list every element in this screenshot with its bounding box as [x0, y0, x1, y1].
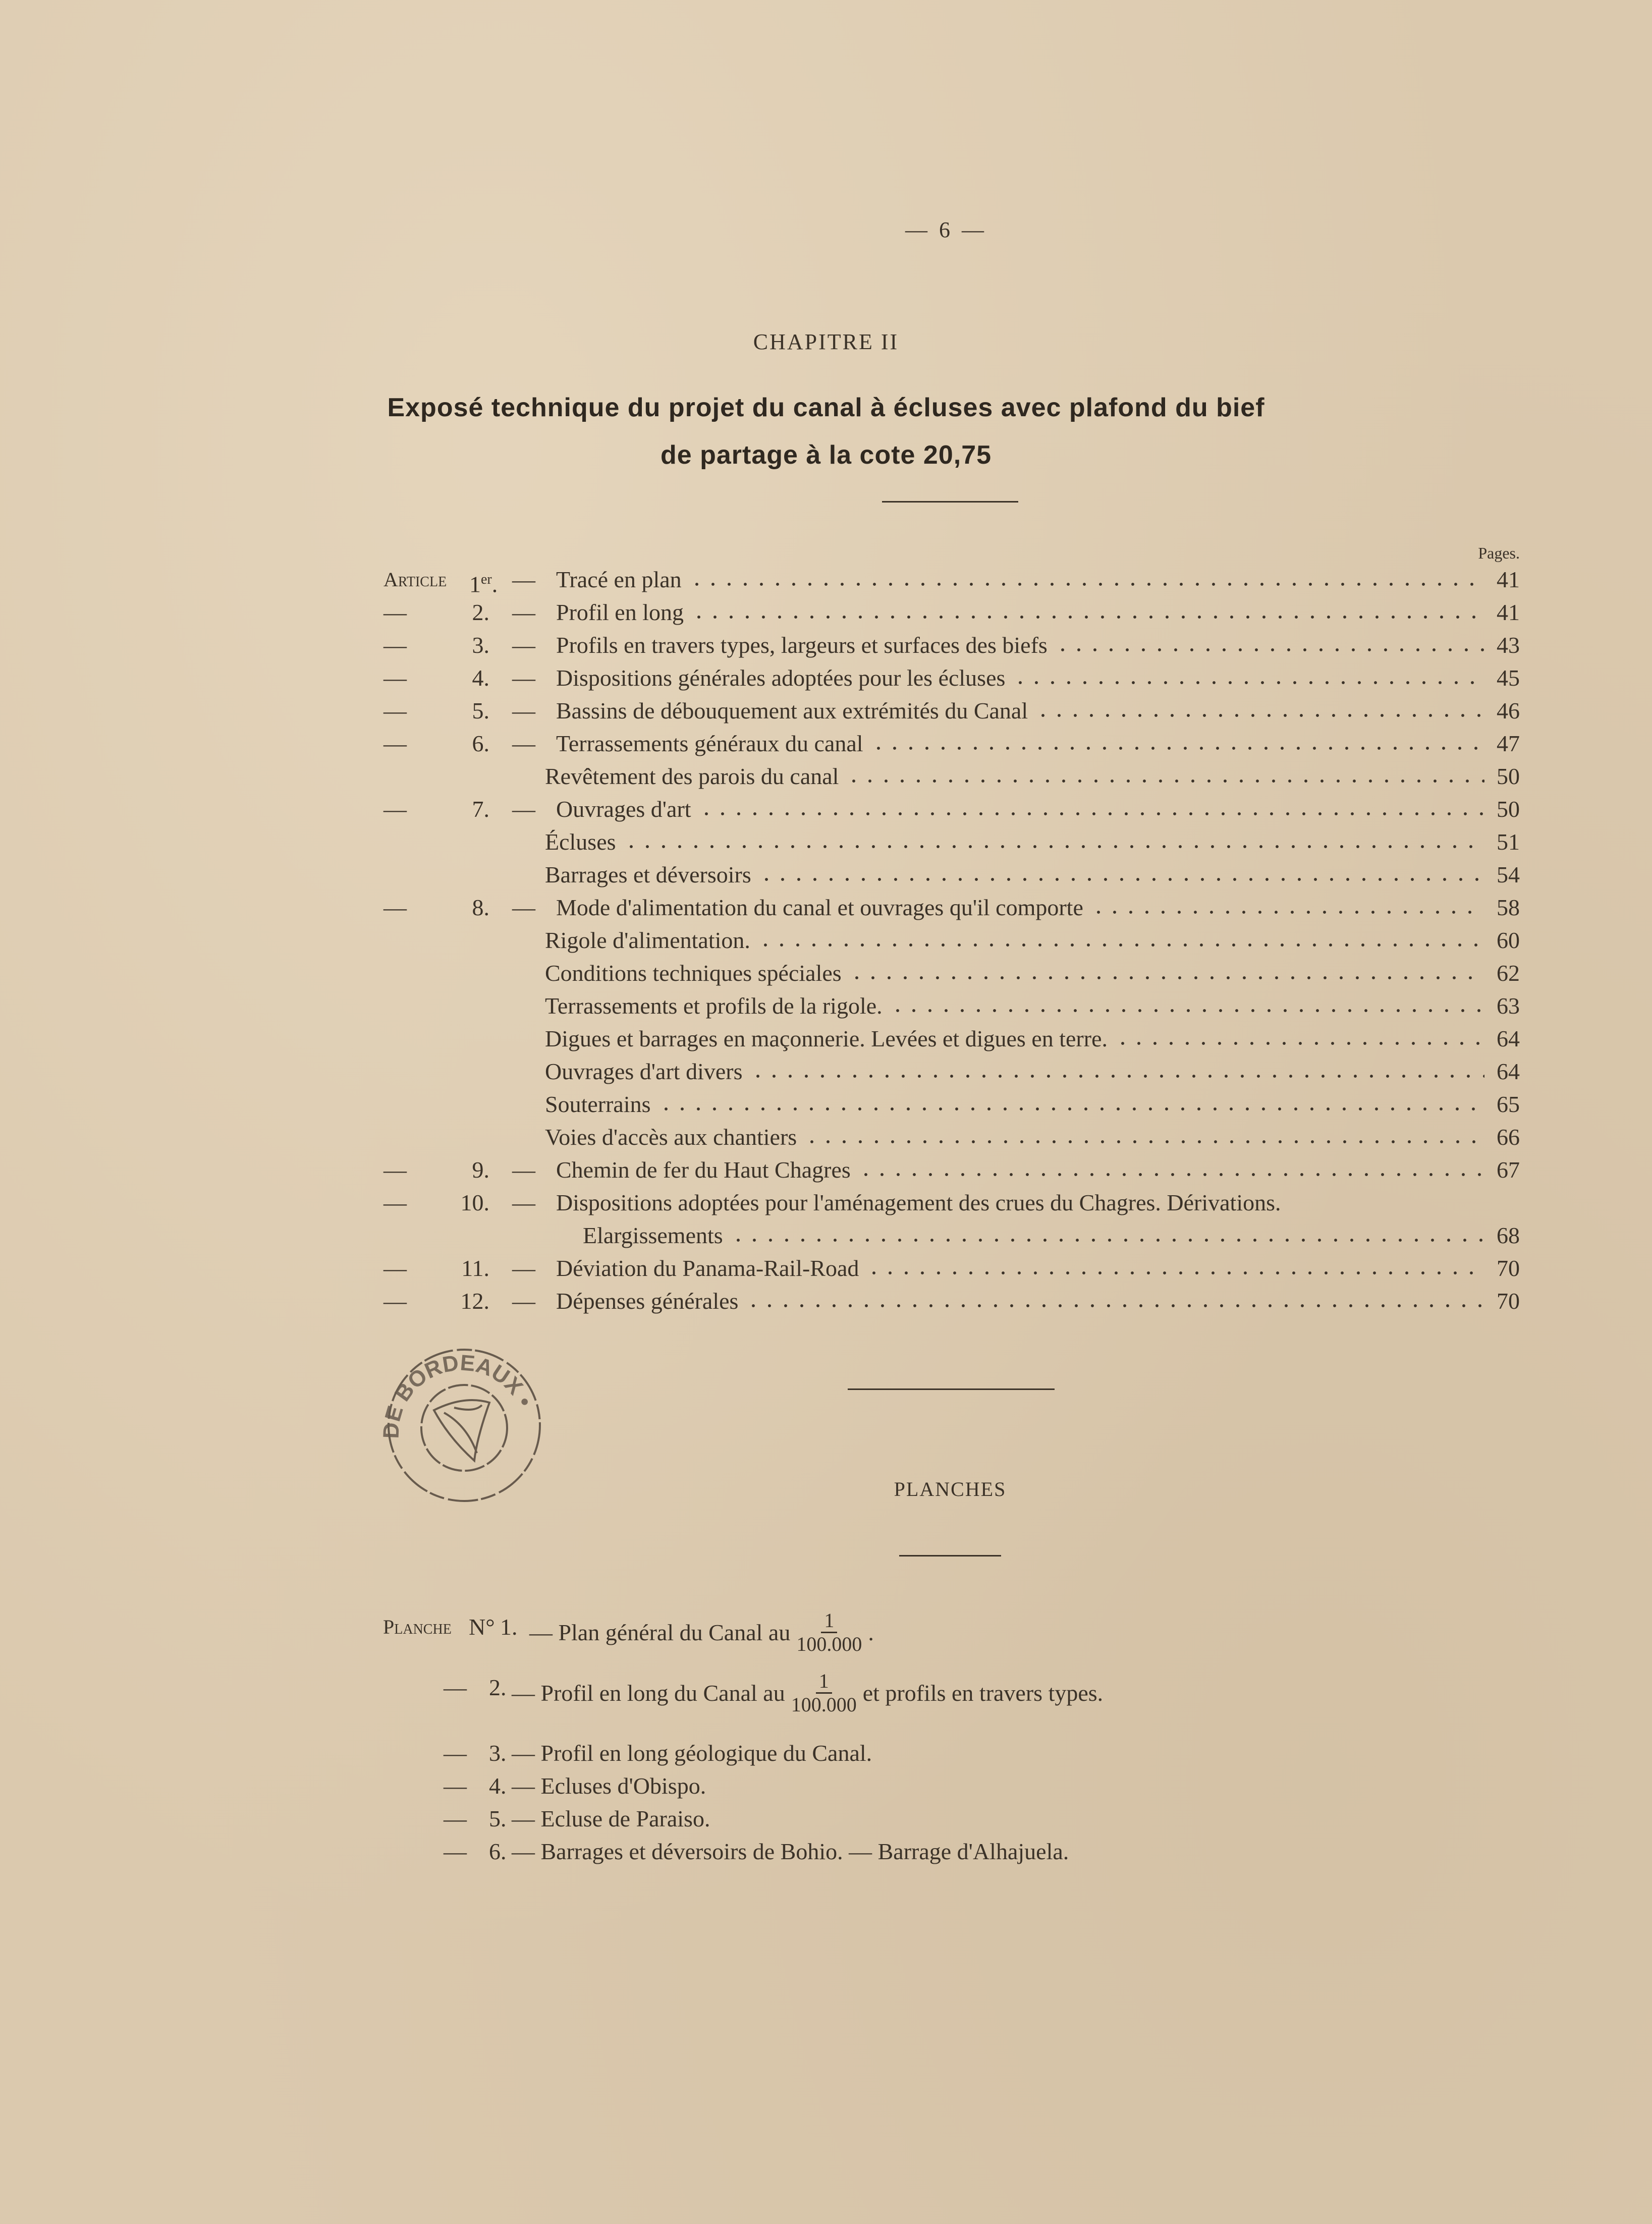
separator-dash: — — [512, 698, 535, 724]
toc-entry — [373, 1285, 1520, 1317]
separator-dash: — — [512, 1288, 535, 1314]
article-number: 5. — [472, 698, 489, 724]
entry-title: Chemin de fer du Haut Chagres — [556, 1157, 851, 1183]
article-label: — — [383, 731, 407, 756]
entry-title: Conditions techniques spéciales — [545, 960, 842, 986]
toc-entry — [373, 1121, 1520, 1153]
entry-title: Voies d'accès aux chantiers — [545, 1124, 797, 1150]
article-number: 12. — [460, 1288, 489, 1314]
entry-title: Écluses — [545, 829, 616, 855]
toc-entry — [373, 596, 1520, 629]
dot-leader — [1115, 1026, 1484, 1046]
dot-leader — [804, 1125, 1484, 1145]
article-label: — — [383, 1157, 407, 1183]
plate-title: — Profil en long du Canal au — [512, 1680, 785, 1706]
page-number: 66 — [1497, 1124, 1520, 1150]
library-stamp-icon — [373, 1337, 550, 1514]
plate-dash: — — [444, 1806, 467, 1831]
article-label: — — [383, 1288, 407, 1314]
article-number-value: 1 — [469, 571, 481, 597]
toc-entry — [373, 891, 1520, 924]
page-number: 50 — [1497, 796, 1520, 822]
dot-leader — [890, 993, 1484, 1014]
plate-number: 6. — [489, 1839, 507, 1864]
punctuation: . — [491, 571, 498, 597]
separator-dash: — — [512, 632, 535, 658]
separator-dash: — — [512, 1157, 535, 1183]
divider — [848, 1388, 1055, 1390]
dot-leader — [691, 600, 1484, 620]
entry-title: Profil en long — [556, 599, 684, 625]
entry-title: Barrages et déversoirs — [545, 862, 751, 887]
page-number: 62 — [1497, 960, 1520, 986]
entry-title-group — [556, 596, 1484, 629]
plate-title: — Ecluse de Paraiso. — [512, 1806, 710, 1831]
entry-title-group — [545, 1121, 1484, 1153]
page-number: — 6 — — [905, 217, 987, 242]
fraction-denominator: 100.000 — [791, 1693, 857, 1716]
entry-title-group — [556, 563, 1484, 596]
plate-title-suffix: . — [868, 1619, 874, 1645]
entry-title-group — [556, 694, 1484, 727]
page-number: 41 — [1497, 567, 1520, 592]
entry-title: Bassins de débouquement aux extrémités du Canal — [556, 698, 1028, 724]
article-label: — — [383, 632, 407, 658]
dot-leader — [757, 928, 1484, 948]
dot-leader — [698, 797, 1484, 817]
entry-title: Ouvrages d'art divers — [545, 1059, 743, 1084]
dot-leader — [1090, 895, 1484, 915]
plate-title: — Ecluses d'Obispo. — [512, 1773, 706, 1799]
entry-title: Souterrains — [545, 1091, 651, 1117]
entry-title: Déviation du Panama-Rail-Road — [556, 1255, 859, 1281]
plate-dash: — — [444, 1675, 467, 1700]
article-number: 3. — [472, 632, 489, 658]
article-number: 2. — [472, 599, 489, 625]
plate-number: 5. — [489, 1806, 507, 1831]
toc-entry — [373, 1186, 1520, 1219]
dot-leader — [1055, 633, 1484, 653]
dot-leader — [689, 567, 1484, 587]
dot-leader — [623, 829, 1484, 850]
article-number: 4. — [472, 665, 489, 691]
article-label: — — [383, 796, 407, 822]
entry-title-group — [556, 661, 1484, 694]
plate-number: 1. — [500, 1614, 518, 1640]
page-number: 60 — [1497, 927, 1520, 953]
article-number: 11. — [461, 1255, 489, 1281]
separator-dash: — — [512, 599, 535, 625]
chapter-heading: CHAPITRE II — [753, 329, 899, 354]
article-label: Article — [383, 568, 447, 591]
entry-title: Profils en travers types, largeurs et surfaces des biefs — [556, 632, 1048, 658]
entry-title-group — [545, 760, 1484, 793]
toc-entry — [373, 793, 1520, 825]
dot-leader — [750, 1059, 1485, 1079]
plates-heading: PLANCHES — [894, 1478, 1007, 1500]
plate-title: — Profil en long géologique du Canal. — [512, 1740, 872, 1766]
dot-leader — [758, 862, 1484, 882]
entry-title: Dispositions générales adoptées pour les écluses — [556, 665, 1006, 691]
toc-entry — [373, 760, 1520, 793]
plate-description — [512, 1670, 1103, 1716]
page-number: 70 — [1497, 1288, 1520, 1314]
plate-description — [512, 1768, 706, 1804]
entry-title-group — [545, 957, 1484, 989]
page-number: 58 — [1497, 895, 1520, 920]
separator-dash: — — [512, 731, 535, 756]
page-number: 50 — [1497, 763, 1520, 789]
article-number: 10. — [460, 1190, 489, 1215]
toc-entry — [373, 825, 1520, 858]
scale-fraction — [791, 1670, 857, 1716]
toc-entry — [373, 924, 1520, 957]
dot-leader — [858, 1157, 1484, 1178]
entry-title-group — [583, 1219, 1484, 1252]
toc-entry — [373, 694, 1520, 727]
article-number: 7. — [472, 796, 489, 822]
article-number — [469, 563, 498, 600]
page-number: 64 — [1497, 1059, 1520, 1084]
plate-dash: N° — [469, 1614, 495, 1640]
page-number: 68 — [1497, 1222, 1520, 1248]
entry-title-group — [556, 1186, 1520, 1219]
entry-title: Ouvrages d'art — [556, 796, 691, 822]
page-number: 54 — [1497, 862, 1520, 887]
fraction-denominator: 100.000 — [796, 1633, 862, 1655]
page-number: 43 — [1497, 632, 1520, 658]
plate-number: 3. — [489, 1740, 507, 1766]
article-number: 6. — [472, 731, 489, 756]
article-label: — — [383, 698, 407, 724]
page-number: 46 — [1497, 698, 1520, 724]
toc-entry — [373, 858, 1520, 891]
toc-entry — [373, 957, 1520, 989]
toc-entry — [373, 1252, 1520, 1285]
entry-title-group — [556, 727, 1484, 760]
entry-title: Terrassements généraux du canal — [556, 731, 863, 756]
plate-dash: — — [444, 1740, 467, 1766]
page-number: 51 — [1497, 829, 1520, 855]
entry-title-group — [556, 1285, 1484, 1317]
toc-entry — [373, 661, 1520, 694]
toc-entry — [373, 1219, 1520, 1252]
dot-leader — [870, 731, 1484, 751]
entry-title: Rigole d'alimentation. — [545, 927, 750, 953]
entry-title-group — [545, 1022, 1484, 1055]
toc-entry — [373, 1153, 1520, 1186]
separator-dash: — — [512, 895, 535, 920]
page-number: 45 — [1497, 665, 1520, 691]
entry-title: Tracé en plan — [556, 567, 682, 592]
entry-title-group — [556, 629, 1484, 661]
dot-leader — [745, 1289, 1484, 1309]
entry-title: Terrassements et profils de la rigole. — [545, 993, 883, 1019]
article-number: 8. — [472, 895, 489, 920]
entry-title-group — [556, 891, 1484, 924]
page-number: 67 — [1497, 1157, 1520, 1183]
separator-dash: — — [512, 1255, 535, 1281]
plate-title-suffix: et profils en travers types. — [862, 1680, 1104, 1706]
plate-description — [512, 1736, 872, 1771]
svg-text:DE BORDEAUX •: DE BORDEAUX • — [378, 1350, 538, 1439]
plate-number: 2. — [489, 1675, 507, 1700]
page-number: 65 — [1497, 1091, 1520, 1117]
dot-leader — [849, 961, 1484, 981]
dot-leader — [1035, 698, 1484, 718]
article-label: — — [383, 1255, 407, 1281]
article-label: — — [383, 599, 407, 625]
separator-dash: — — [512, 796, 535, 822]
entry-title: Digues et barrages en maçonnerie. Levées et digues en terre. — [545, 1026, 1108, 1051]
entry-title: Dispositions adoptées pour l'aménagement des crues du Chagres. Dérivations. — [556, 1190, 1281, 1215]
entry-title-group — [545, 858, 1484, 891]
divider — [899, 1555, 1001, 1556]
plate-dash: — — [444, 1839, 467, 1864]
article-number-suffix: er — [481, 572, 492, 587]
plate-number: 4. — [489, 1773, 507, 1799]
entry-title: Mode d'alimentation du canal et ouvrages qu'il comporte — [556, 895, 1083, 920]
dot-leader — [1012, 665, 1484, 686]
toc-entry — [373, 1022, 1520, 1055]
dot-leader — [846, 764, 1484, 784]
plate-dash: — — [444, 1773, 467, 1799]
toc-entry — [373, 629, 1520, 661]
entry-title: Dépenses générales — [556, 1288, 739, 1314]
entry-title-group — [556, 793, 1484, 825]
article-label: — — [383, 895, 407, 920]
fraction-numerator: 1 — [816, 1670, 832, 1694]
entry-title-group — [545, 825, 1484, 858]
plate-title: — Plan général du Canal au — [529, 1619, 791, 1645]
divider — [882, 501, 1018, 503]
article-number: 9. — [472, 1157, 489, 1183]
plate-description — [512, 1801, 710, 1837]
entry-title-group — [545, 989, 1484, 1022]
page-number: 63 — [1497, 993, 1520, 1019]
article-label: — — [383, 665, 407, 691]
toc-entry — [373, 989, 1520, 1022]
page-number: 70 — [1497, 1255, 1520, 1281]
entry-title-group — [545, 1055, 1484, 1088]
plate-title: — Barrages et déversoirs de Bohio. — Barrage d'Alhajuela. — [512, 1839, 1069, 1864]
page-number: 41 — [1497, 599, 1520, 625]
toc-entry — [373, 1088, 1520, 1121]
scale-fraction — [796, 1609, 862, 1655]
entry-title-group — [556, 1252, 1484, 1285]
plate-label: Planche — [383, 1616, 452, 1638]
article-label: — — [383, 1190, 407, 1215]
pages-column-header: Pages. — [1478, 544, 1520, 562]
dot-leader — [730, 1223, 1484, 1243]
separator-dash: — — [512, 1190, 535, 1215]
fraction-numerator: 1 — [821, 1609, 837, 1633]
entry-title-group — [556, 1153, 1484, 1186]
entry-title-group — [545, 924, 1484, 957]
entry-title-group — [545, 1088, 1484, 1121]
page-number: 47 — [1497, 731, 1520, 756]
chapter-title-line-2: de partage à la cote 20,75 — [660, 440, 992, 470]
plate-description — [512, 1834, 1069, 1869]
toc-entry — [373, 563, 1520, 596]
separator-dash: — — [512, 665, 535, 691]
separator-dash: — — [512, 567, 535, 592]
entry-title: Revêtement des parois du canal — [545, 763, 839, 789]
plate-description — [529, 1609, 874, 1655]
entry-title: Elargissements — [583, 1222, 723, 1248]
dot-leader — [866, 1256, 1484, 1276]
chapter-title-line-1: Exposé technique du projet du canal à écluses avec plafond du bief — [387, 393, 1265, 422]
toc-entry — [373, 1055, 1520, 1088]
page-number: 64 — [1497, 1026, 1520, 1051]
dot-leader — [658, 1092, 1484, 1112]
toc-entry — [373, 727, 1520, 760]
